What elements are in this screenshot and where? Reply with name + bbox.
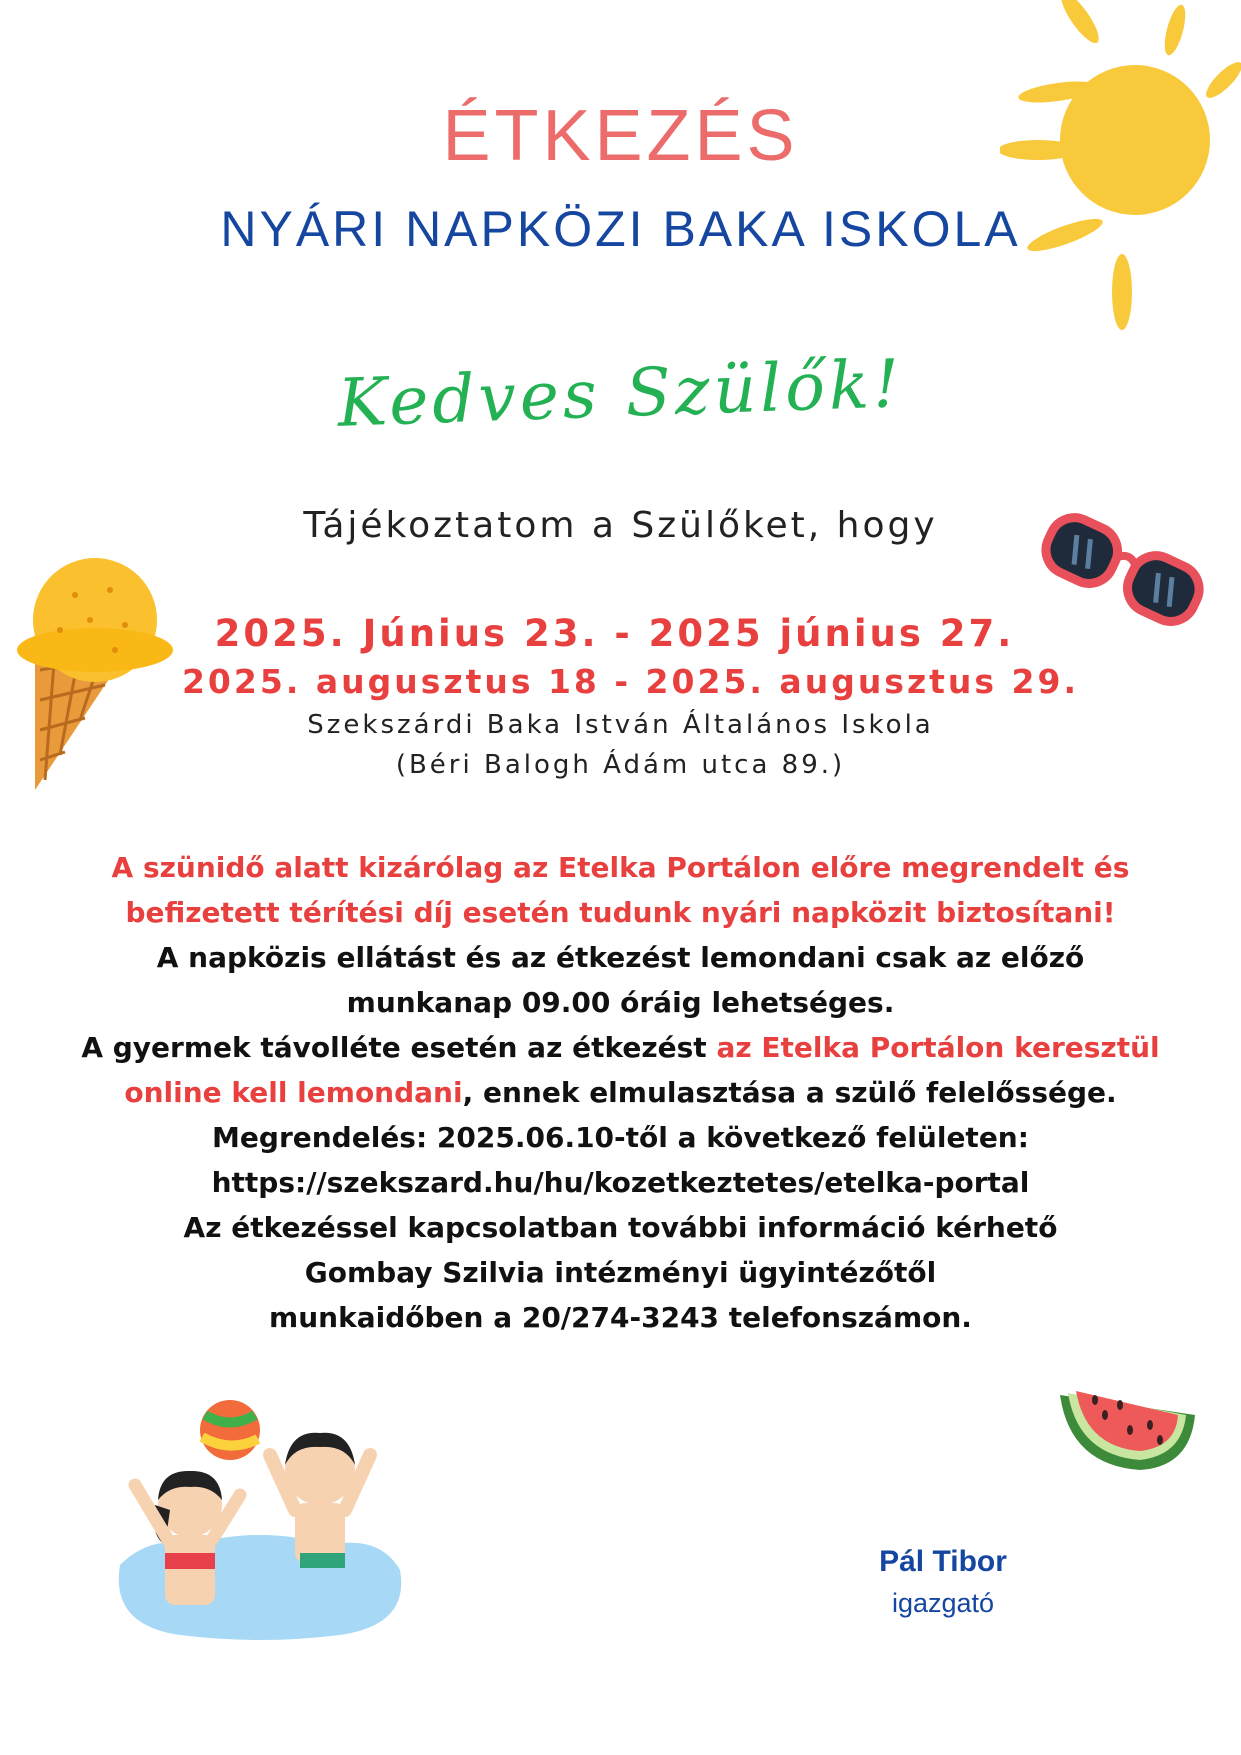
notice-line: munkaidőben a 20/274-3243 telefonszámon. bbox=[269, 1301, 972, 1334]
notice-highlight: az Etelka Portálon keresztül bbox=[716, 1031, 1160, 1064]
notice-line: A szünidő alatt kizárólag az Etelka Portálon előre megrendelt és bbox=[111, 851, 1130, 884]
school-address: (Béri Balogh Ádám utca 89.) bbox=[395, 750, 846, 780]
signature-role: igazgató bbox=[891, 1588, 995, 1618]
notice-line: Gombay Szilvia intézményi ügyintézőtől bbox=[304, 1256, 937, 1289]
notice-line bbox=[0, 1025, 1241, 1070]
notice-line: Megrendelés: 2025.06.10-től a következő felületen: bbox=[212, 1121, 1029, 1154]
notice-line: Az étkezéssel kapcsolatban további információ kérhető bbox=[183, 1211, 1058, 1244]
intro-text: Tájékoztatom a Szülőket, hogy bbox=[303, 505, 938, 546]
notice-text: A gyermek távolléte esetén az étkezést bbox=[81, 1031, 717, 1064]
page-title: ÉTKEZÉS bbox=[442, 96, 799, 176]
kids-playing-in-water-icon bbox=[110, 1395, 410, 1655]
notice-line bbox=[0, 1070, 1241, 1115]
signature-name: Pál Tibor bbox=[879, 1545, 1007, 1578]
notice-body bbox=[0, 845, 1241, 1340]
portal-url: https://szekszard.hu/hu/kozetkeztetes/etelka-portal bbox=[211, 1166, 1030, 1199]
greeting: Kedves Szülők! bbox=[336, 345, 905, 442]
watermelon-icon bbox=[1050, 1355, 1200, 1475]
notice-line: A napközis ellátást és az étkezést lemondani csak az előző bbox=[156, 941, 1085, 974]
date-range-june: 2025. Június 23. - 2025 június 27. bbox=[214, 612, 1015, 655]
school-name: Szekszárdi Baka István Általános Iskola bbox=[307, 710, 934, 740]
notice-line: munkanap 09.00 óráig lehetséges. bbox=[346, 986, 895, 1019]
date-range-august: 2025. augusztus 18 - 2025. augusztus 29. bbox=[181, 662, 1080, 701]
notice-text: , ennek elmulasztása a szülő felelőssége. bbox=[462, 1076, 1117, 1109]
notice-highlight: online kell lemondani bbox=[124, 1076, 463, 1109]
page-subtitle: NYÁRI NAPKÖZI BAKA ISKOLA bbox=[220, 201, 1021, 257]
notice-line: befizetett térítési díj esetén tudunk nyári napközit biztosítani! bbox=[125, 896, 1116, 929]
